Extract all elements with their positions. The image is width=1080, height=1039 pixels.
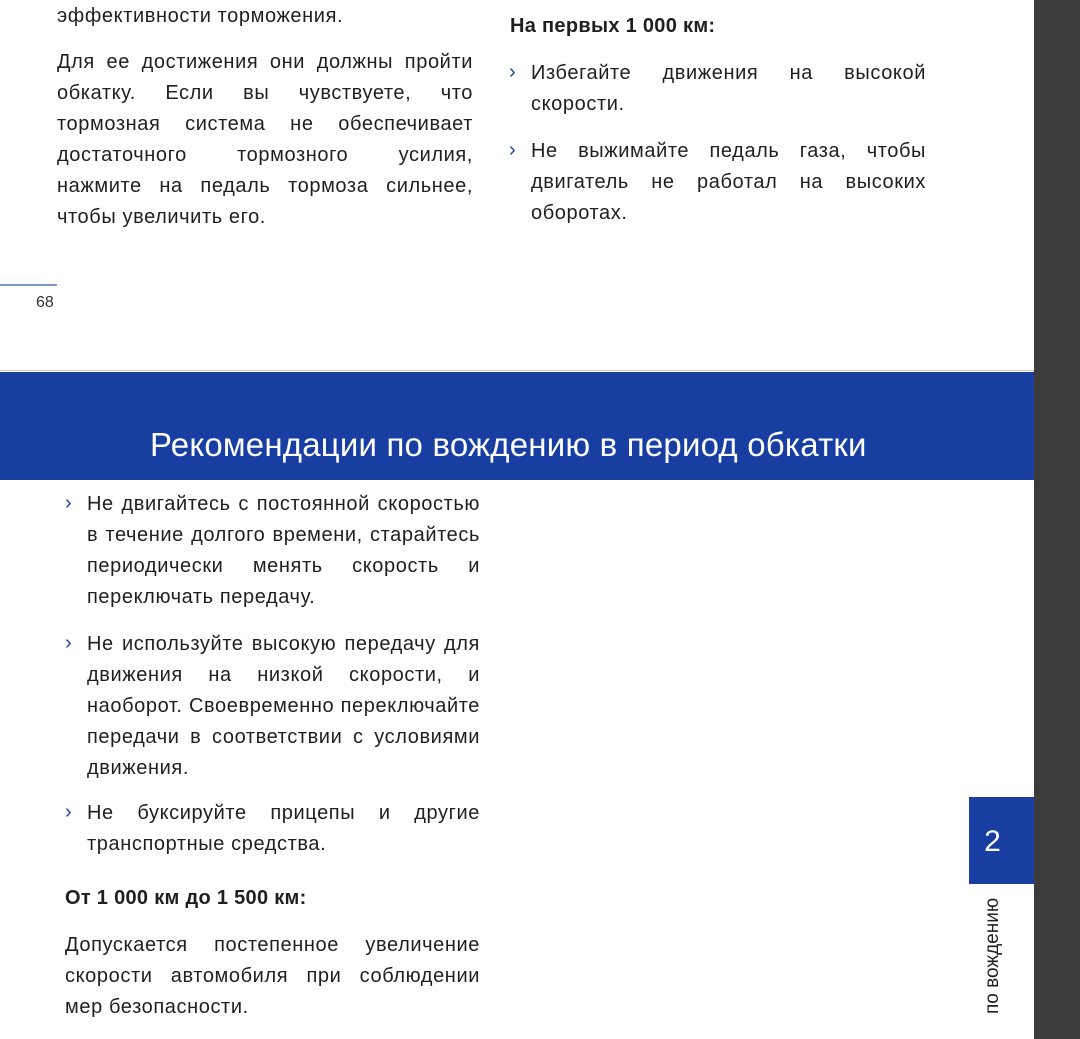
- chevron-right-icon: ›: [509, 61, 516, 83]
- chevron-right-icon: ›: [65, 632, 72, 654]
- page-number-rule: [0, 284, 57, 286]
- paragraph-braking-efficiency: эффективности торможения.: [57, 5, 344, 27]
- list-item: [509, 58, 926, 120]
- list-item: [65, 489, 480, 613]
- paragraph-speed-increase: Допускается постепенное увеличение скорости автомобиля при соблюдении мер безопасности.: [65, 934, 480, 1018]
- page-divider: [0, 370, 1034, 371]
- bullet-text: Не используйте высокую передачу для движения на низкой скорости, и наоборот. Своевременно переключайте передачи в соответствии с условиями движения.: [87, 633, 480, 779]
- section-title: Рекомендации по вождению в период обкатки: [150, 426, 867, 463]
- chapter-number: 2: [984, 825, 1001, 858]
- chevron-right-icon: ›: [65, 492, 72, 514]
- viewer-background: [1034, 0, 1080, 1039]
- chevron-right-icon: ›: [65, 801, 72, 823]
- chapter-side-label: по вождению: [982, 898, 1003, 1015]
- bullet-text: Не выжимайте педаль газа, чтобы двигатель не работал на высоких оборотах.: [531, 140, 926, 224]
- page-number: 68: [36, 294, 54, 311]
- chapter-tab: [969, 797, 1034, 884]
- chevron-right-icon: ›: [509, 139, 516, 161]
- heading-first-1000km: На первых 1 000 км:: [510, 15, 716, 37]
- list-item: [509, 136, 926, 229]
- list-item: [65, 629, 480, 784]
- bullet-text: Не буксируйте прицепы и другие транспортные средства.: [87, 802, 480, 855]
- heading-1000-1500km: От 1 000 км до 1 500 км:: [65, 887, 307, 909]
- bullet-text: Избегайте движения на высокой скорости.: [531, 62, 926, 115]
- list-item: [65, 798, 480, 860]
- paragraph-brake-run-in: Для ее достижения они должны пройти обкатку. Если вы чувствуете, что тормозная система не обеспечивает достаточного тормозного усилия, нажмите на педаль тормоза сильнее, чтобы увеличить его.: [57, 51, 473, 228]
- bullet-text: Не двигайтесь с постоянной скоростью в течение долгого времени, старайтесь периодически менять скорость и переключать передачу.: [87, 493, 480, 608]
